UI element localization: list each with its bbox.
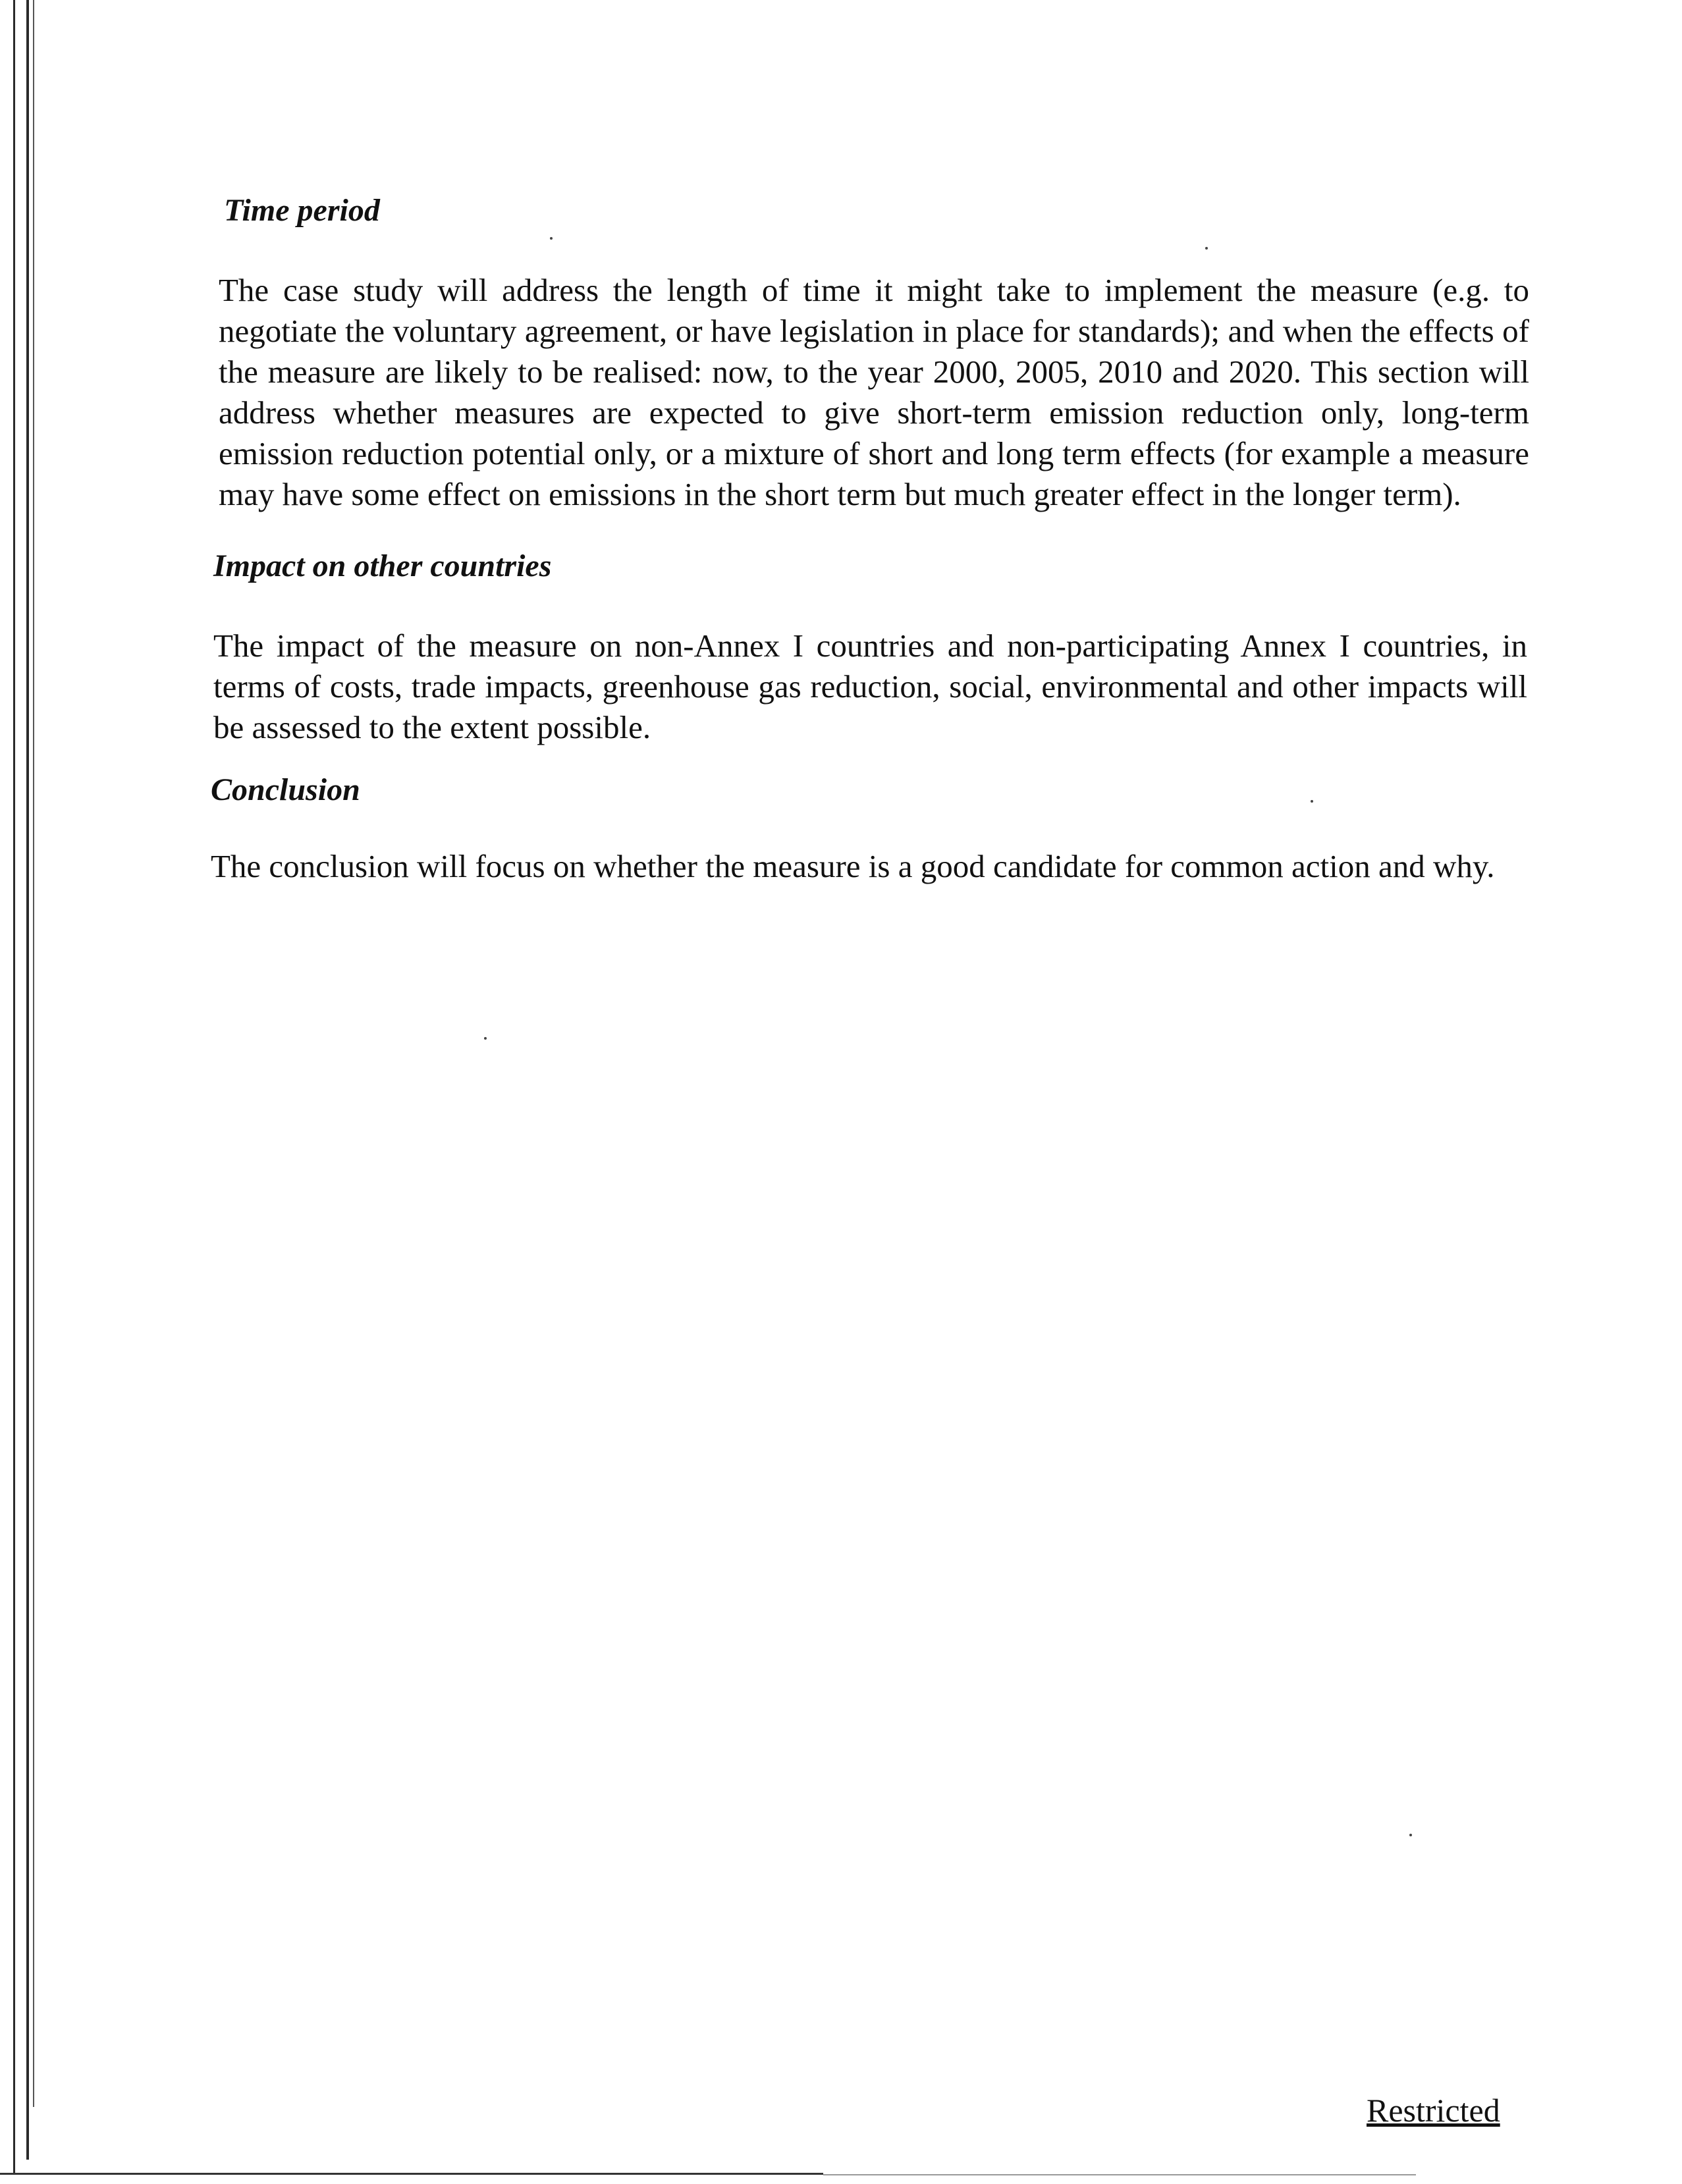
scan-edge-line — [13, 0, 15, 2173]
section-heading-time-period: Time period — [224, 193, 380, 228]
section-heading-conclusion: Conclusion — [211, 772, 360, 807]
scan-bottom-edge — [0, 2173, 823, 2175]
scan-speck — [484, 1037, 487, 1040]
section-heading-impact: Impact on other countries — [213, 548, 552, 583]
scan-speck — [1311, 800, 1313, 803]
scan-edge-line — [26, 0, 29, 2160]
classification-label: Restricted — [1367, 2092, 1500, 2129]
scan-edge-line — [33, 0, 34, 2107]
section-paragraph-impact: The impact of the measure on non-Annex I countries and non-participating Annex I countries, in terms of costs, trade impacts, greenhouse gas reduction, social, environmental and other impacts will be assessed to the extent possible. — [213, 627, 1527, 745]
scan-speck — [550, 237, 553, 240]
scan-speck — [1409, 1834, 1412, 1836]
section-paragraph-time-period: The case study will address the length of time it might take to implement the measure (e.g. to negotiate the voluntary agreement, or have legislation in place for standards); and when the effects of the measure are likely to be realised: now, to the year 2000, 2005, 2010 and 2020. This section will address whether measures are expected to give short-term emission reduction only, long-term emission reduction potential only, or a mixture of short and long term effects (for example a measure may have some effect on emissions in the short term but much greater effect in the longer term). — [219, 272, 1529, 512]
section-paragraph-conclusion: The conclusion will focus on whether the measure is a good candidate for common action and why. — [211, 848, 1495, 884]
scan-speck — [1205, 247, 1208, 250]
scan-bottom-edge — [823, 2174, 1416, 2175]
